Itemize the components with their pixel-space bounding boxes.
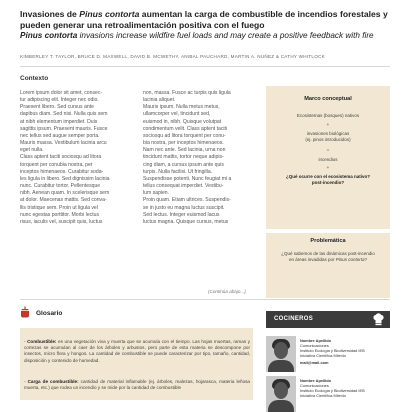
cook-name: Nombre Apellido (300, 378, 331, 383)
title-species: Pinus contorta (79, 9, 140, 19)
chef-hat-icon (373, 313, 384, 326)
contexto-line: bia nostra, per inceptos himenaeos. (143, 140, 224, 147)
contexto-line: dapibus diam. Sed nisi. Nulla quis sem (20, 111, 108, 118)
contexto-line: nunc. Curabitur tortor. Pellentesque (20, 183, 101, 190)
subtitle-species: Pinus contorta (20, 31, 78, 40)
contexto-line: sagittis ipsum. Praesent mauris. Fusce (20, 125, 108, 132)
contexto-line: Proin quam. Etiam ultrices. Suspendis- (143, 197, 231, 204)
marco-conceptual-panel (266, 86, 390, 229)
glossary-term: Carga de combustible: (27, 379, 79, 384)
problematica-panel (266, 233, 390, 298)
contexto-line: sociosqu ad litora torquent per conu- (143, 132, 226, 139)
subtitle-text: invasions increase wildfire fuel loads and may create a positive feedback with fire (77, 31, 374, 40)
cook-photo (266, 336, 296, 372)
title-text: Invasiones de (20, 9, 80, 19)
cook-initiative: Iniciativa Científica Milenio (300, 353, 346, 359)
contexto-line: torquent per conubia nostra, per (20, 161, 93, 168)
cook-role: Comunicaciones (300, 383, 329, 389)
contexto-line: non, massa. Fusce ac turpis quis ligula (143, 90, 231, 96)
contexto-column-2 (143, 90, 252, 226)
glossary-entry: - Carga de combustible: cantidad de material inflamable (ej. árboles, malezas, hojarasca, materia leñosa muerta, etc.) que rodea un incendio y se mide por la cantidad de combustible (24, 379, 250, 391)
marco-line: invasiones biológicas (306, 131, 350, 136)
contexto-line: cing diam, a cursus ipsum ante quis (143, 161, 224, 168)
contexto-line: Suspendisse potenti. Nunc feugiat mi a (143, 175, 232, 182)
section-divider (20, 299, 390, 300)
cocineros-header (266, 311, 390, 328)
marco-line: incendios (318, 157, 338, 162)
contexto-line: Mauris massa. Vestibulum lacinia arcu (20, 140, 107, 147)
marco-line: Ecosistemas (bosques) nativos (296, 113, 360, 118)
contexto-line: euismod in, nibh. Quisque volutpat (143, 118, 222, 125)
header-divider (20, 66, 390, 67)
contexto-line: eget nulla. (20, 147, 44, 154)
glossary-term: Combustible: (27, 339, 57, 344)
contexto-line: Nam nec ante. Sed lacinia, urna non (143, 147, 226, 154)
glosario-panel (20, 328, 253, 400)
problematica-species: Pinus contorta (335, 256, 365, 262)
contexto-line: luctus magna. Quisque cursus, metus (143, 218, 229, 225)
cook-info (300, 338, 388, 365)
marco-heading: Marco conceptual (304, 96, 352, 102)
contexto-line: llis tristique sem. Proin ut ligula vel (20, 204, 98, 211)
glosario-heading: Glosario (36, 310, 63, 317)
contexto-line: nec tellus sed augue semper porta. (20, 132, 100, 139)
glossary-entry: - Combustible: es una vegetación viva y muerta que se acumula con el tiempo. Las hojas muertas, ramas y cortezas se acumulan al caer de los árboles y arbustos, pero parte de esta materia se descompone por insectos, micro flora y hongos. La cantidad de combustible se puede caracterizar por tipo, tamaño, cantidad, disposición y contenido de humedad. (24, 339, 250, 363)
marco-line: = (326, 147, 330, 152)
contexto-line: at nibh elementum imperdiet. Duis (20, 118, 98, 125)
continues-note: (Continúa abajo...) (208, 289, 246, 294)
title-text-rest: aumentan la carga de combustible de incendios forestales y pueden generar una retroalimentación positiva con el fuego (20, 9, 388, 30)
contexto-line: tincidunt mattis, tortor neque adipis- (143, 154, 224, 161)
contexto-line: nunc egestas porttitor. Morbi lectus (20, 211, 99, 218)
contexto-line: Mauris ipsum. Nulla metus metus, (143, 104, 220, 111)
contexto-line: at dolor. Maecenas mattis. Sed conva- (20, 197, 107, 204)
cooking-pot-icon (20, 306, 30, 318)
cook-initiative: Iniciativa Científica Milenio (300, 393, 346, 399)
contexto-line: turpis. Nulla facilisi. Ut fringilla. (143, 168, 213, 175)
cook-institution: Instituto Ecología y Biodiversidad IEB (300, 388, 365, 394)
contexto-line: tur adipiscing elit. Integer nec odio. (20, 97, 99, 104)
contexto-line: ullamcorper vel, tincidunt sed, (143, 111, 211, 118)
cook-card (266, 336, 390, 372)
article-subtitle (20, 31, 388, 41)
problematica-text (280, 251, 376, 262)
cook-name: Nombre Apellido (300, 338, 331, 343)
glossary-definition: es una vegetación viva y muerta que se acumula con el tiempo. Las hojas muertas, ramas y cortezas se acumulan al caer de los árboles y arbustos, pero parte de esta materia se descompone por insectos, micro flora y hongos. La cantidad de combustible se puede caracterizar por tipo, tamaño, cantidad, disposición y contenido de humedad. (24, 339, 250, 363)
contexto-line: les ligula in libero. Sed dignissim lacinia (20, 175, 110, 182)
problematica-heading: Problemática (310, 238, 346, 244)
cocineros-title: COCINEROS (274, 316, 314, 322)
cook-institution: Instituto Ecología y Biodiversidad IEB (300, 348, 365, 354)
contexto-line: lum sapien. (143, 190, 170, 197)
authors-line: KIMBERLEY T. TAYLOR, BRUCE D. MAXWELL, DAVID B. MCWETHY, ANIBAL PAUCHARD, MARTIN A. NUÑEZ & CATHY WHITLOCK (20, 54, 325, 59)
contexto-line: Praesent libero. Sed cursus ante (20, 104, 94, 111)
marco-question: ¿Qué ocurre con el ecosistema nativo? post-incendio? (285, 174, 371, 185)
marco-line: + (326, 122, 330, 127)
contexto-line: nibh. Aenean quam. In scelerisque sem (20, 190, 110, 197)
article-title (20, 9, 388, 31)
glossary-definition: cantidad de material inflamable (ej. árboles, malezas, hojarasca, materia leñosa muerta, etc.) que rodea un incendio y se mide por la cantidad de combustible (24, 379, 250, 391)
contexto-line: inceptos himenaeos. Curabitur soda- (20, 168, 104, 175)
contexto-line: Class aptent taciti sociosqu ad litora (20, 154, 102, 161)
cook-role: Comunicaciones (300, 343, 329, 349)
contexto-line: Lorem ipsum dolor sit amet, consec- (20, 90, 103, 96)
marco-line: + (326, 165, 330, 170)
cook-email[interactable]: mail@mail.com (300, 360, 329, 366)
problematica-text-end: ? (364, 256, 368, 262)
contexto-heading: Contexto (20, 75, 49, 82)
cook-info (300, 378, 388, 398)
contexto-line: Sed lectus. Integer euismod lacus (143, 211, 220, 218)
contexto-line: lacinia aliquet. (143, 97, 176, 104)
cook-card (266, 376, 390, 412)
contexto-line: risus, iaculis vel, suscipit quis, luctus (20, 218, 103, 225)
contexto-line: condimentum velit. Class aptent taciti (143, 125, 228, 132)
marco-line: (ej. pinos introducidos) (305, 137, 351, 142)
contexto-line: se in justo eu magna luctus suscipit. (143, 204, 225, 211)
cook-photo (266, 376, 296, 412)
contexto-line: tellus consequat imperdiet. Vestibu- (143, 183, 224, 190)
contexto-column-1 (20, 90, 129, 226)
problematica-text-start: ¿Qué sabemos de las dinámicas post-incendio en áreas invadidas por (281, 251, 375, 262)
